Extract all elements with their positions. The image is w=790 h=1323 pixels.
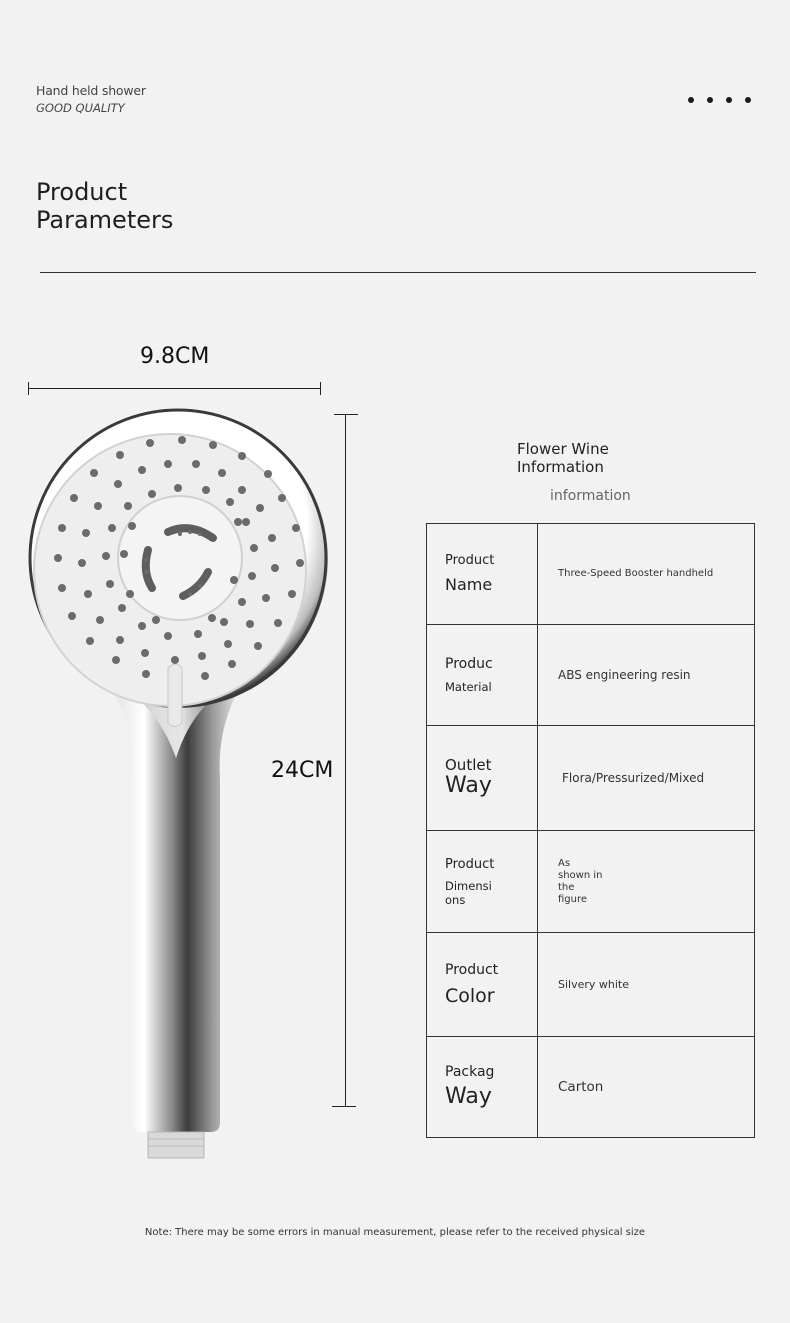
info-subheading: information (550, 488, 631, 504)
measurement-note: Note: There may be some errors in manual measurement, please refer to the received physical size (144, 1227, 646, 1238)
spec-table (426, 523, 755, 1138)
spec-key-line2: Dimensi ons (445, 878, 492, 907)
spec-key-line1: Product (445, 856, 495, 872)
info-heading-line1: Flower Wine (517, 440, 609, 458)
spec-row-material (427, 625, 755, 726)
brand-name: Hand held shower (36, 83, 146, 98)
spec-row-color (427, 933, 755, 1037)
spec-value-cell: ABS engineering resin (538, 625, 755, 726)
height-dimension-label: 24CM (271, 758, 334, 783)
spec-key-cell (427, 831, 538, 933)
spec-key-line2: Way (445, 773, 492, 798)
spec-value-cell: Flora/Pressurized/Mixed (538, 726, 755, 831)
spec-row-outlet (427, 726, 755, 831)
spec-row-name (427, 524, 755, 625)
title-divider (40, 272, 756, 273)
spec-row-dimensions (427, 831, 755, 933)
page-title-line2: Parameters (36, 206, 174, 234)
width-dimension-line (28, 388, 321, 389)
brand-tagline: GOOD QUALITY (36, 101, 125, 115)
spec-value-cell: Silvery white (538, 933, 755, 1037)
spec-key-cell (427, 524, 538, 625)
spec-key-line1: Outlet (445, 756, 492, 774)
spec-key-cell (427, 625, 538, 726)
width-dimension-tick-left (28, 382, 29, 395)
spec-key-line1: Product (445, 553, 495, 568)
spec-key-line2: Name (445, 575, 493, 594)
page-title-line1: Product (36, 178, 128, 206)
info-heading (517, 440, 609, 476)
info-heading-line2: Information (517, 458, 604, 476)
spec-value-cell: Three-Speed Booster handheld (538, 524, 755, 625)
spec-value-cell: As shown in the figure (538, 831, 755, 933)
spec-key-line2: Way (445, 1084, 492, 1109)
spec-key-cell (427, 1037, 538, 1138)
spec-key-cell (427, 933, 538, 1037)
spec-key-line2: Color (445, 984, 495, 1007)
width-dimension-tick-right (320, 382, 321, 395)
spec-row-packaging (427, 1037, 755, 1138)
spec-value-cell: Carton (538, 1037, 755, 1138)
shower-head-image (20, 398, 340, 1168)
height-dimension-line (345, 415, 346, 1107)
page-title (36, 178, 173, 234)
spec-key-line1: Produc (445, 656, 493, 672)
spec-key-line2: Material (445, 680, 492, 694)
spec-key-cell (427, 726, 538, 831)
spec-key-line1: Packag (445, 1064, 495, 1080)
spec-key-line1: Product (445, 961, 499, 978)
width-dimension-label: 9.8CM (140, 344, 210, 369)
more-dots-icon (688, 97, 758, 105)
